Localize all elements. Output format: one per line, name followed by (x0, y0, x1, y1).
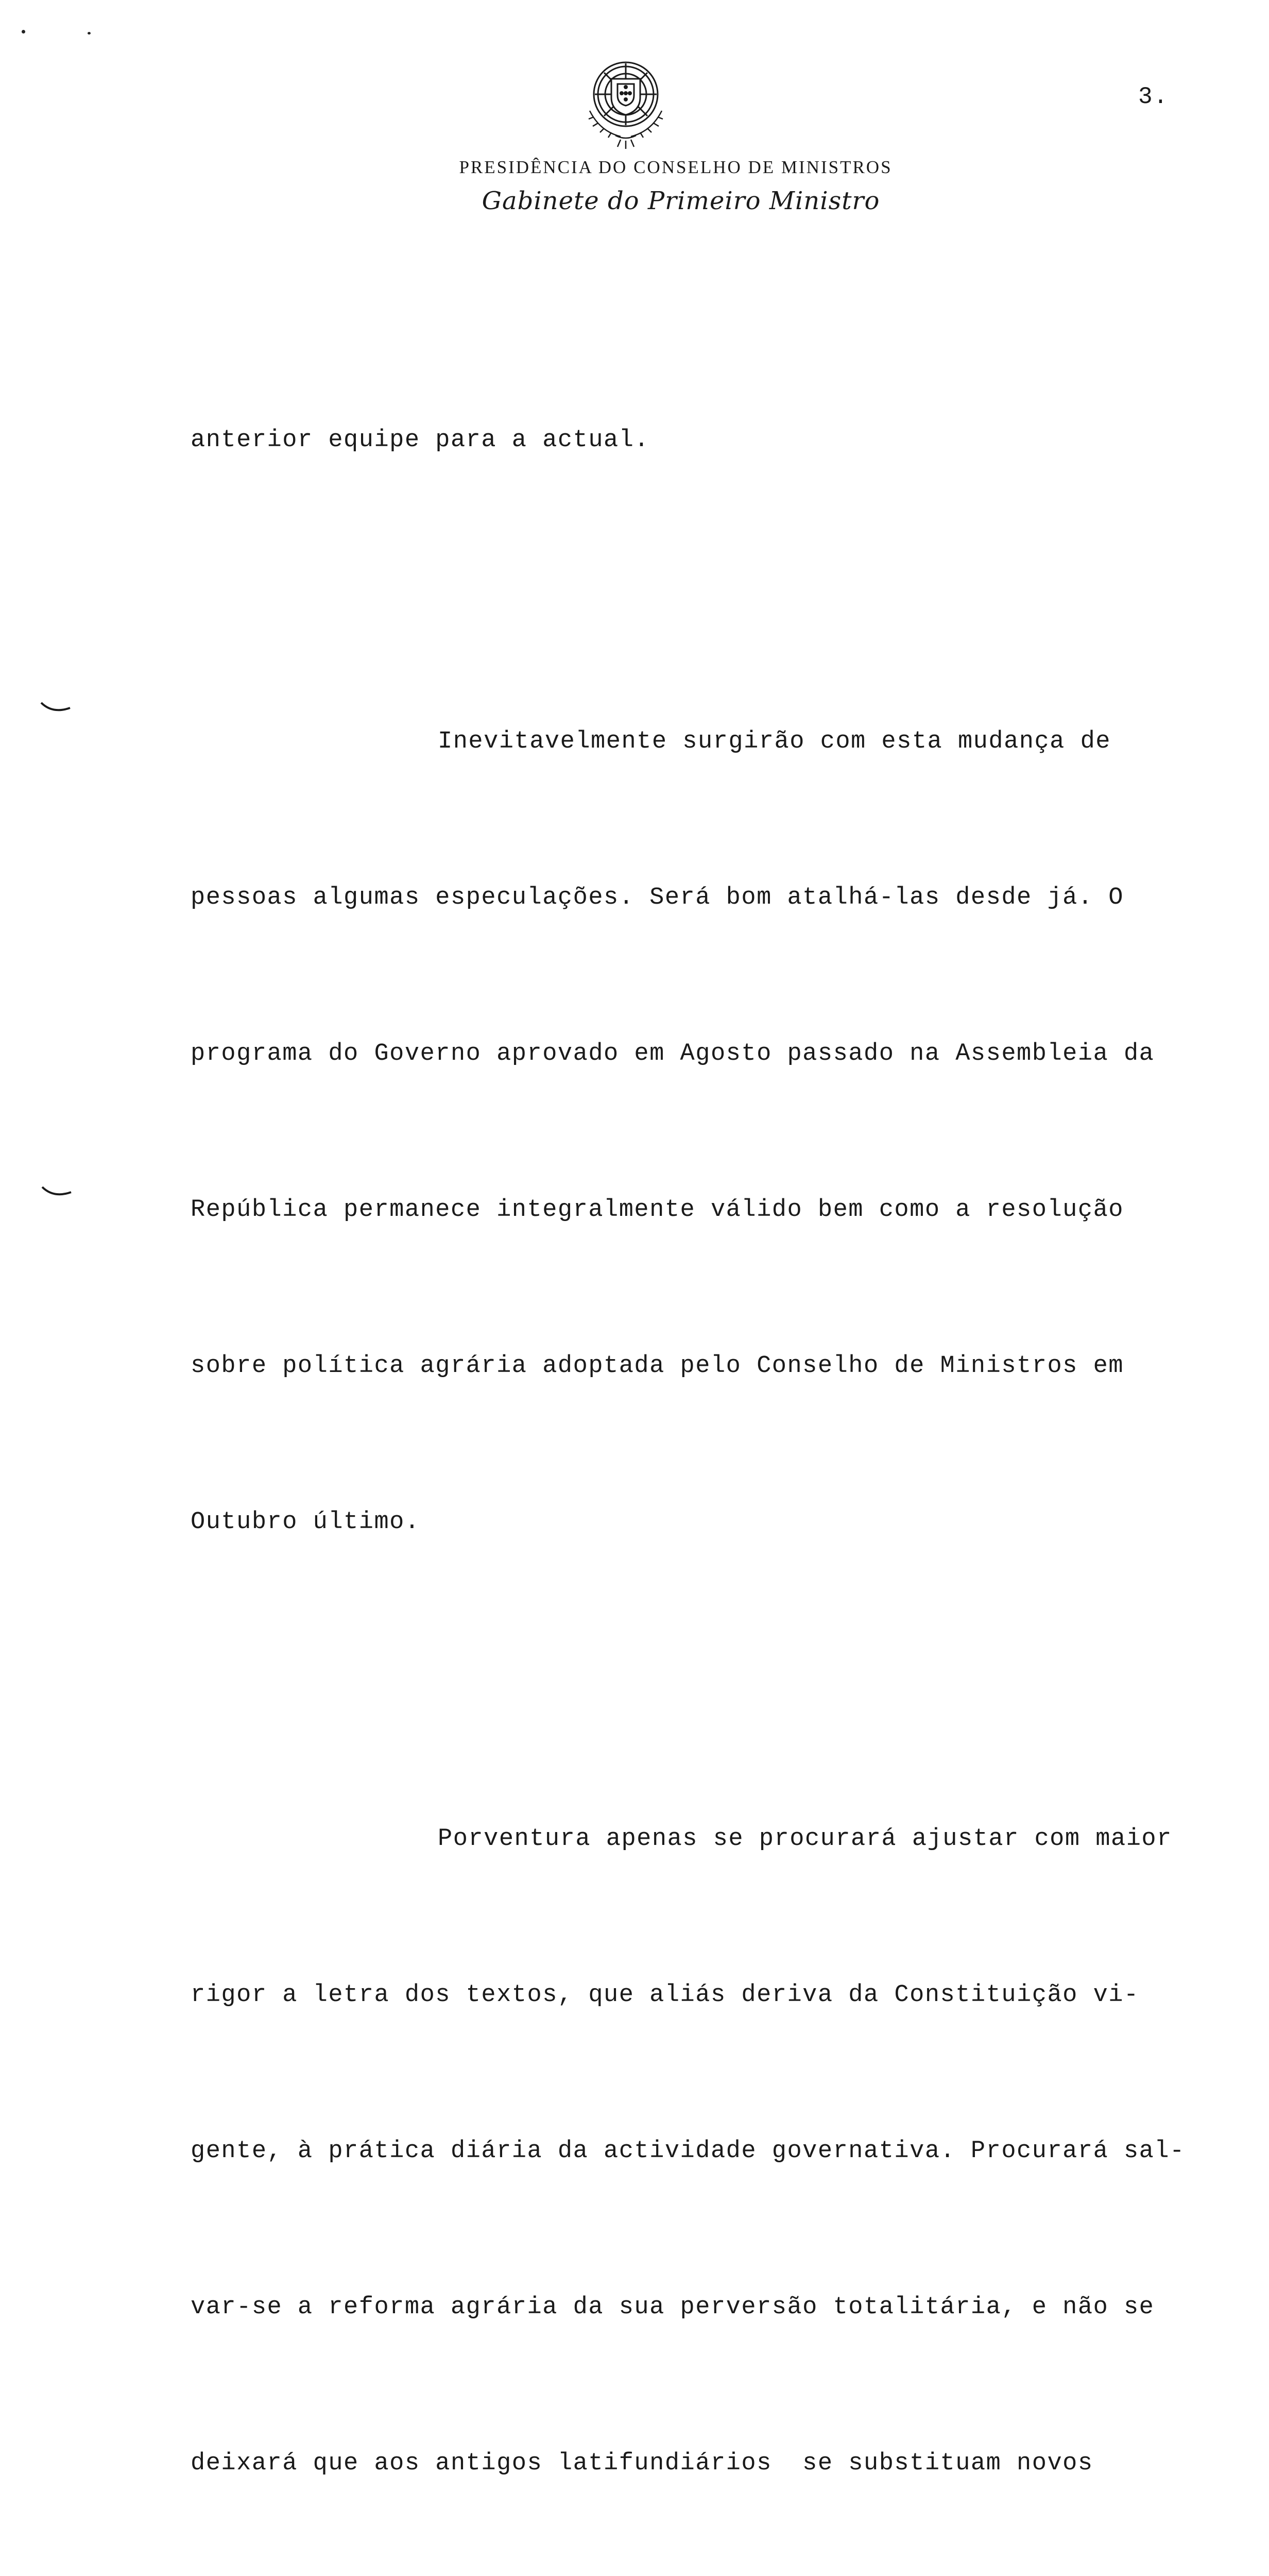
letter-body (191, 310, 1246, 2576)
organization-name: PRESIDÊNCIA DO CONSELHO DE MINISTROS (459, 157, 893, 177)
text-line: pessoas algumas especulações. Será bom atalhá-las desde já. O (191, 884, 1124, 911)
cabinet-name: Gabinete do Primeiro Ministro (482, 187, 880, 215)
text-line: deixará que aos antigos latifundiários se substituam novos (191, 2450, 1093, 2477)
coat-of-arms-emblem (574, 49, 677, 152)
text-line: Porventura apenas se procurará ajustar com maior (438, 1825, 1172, 1853)
scan-mark (22, 30, 25, 33)
text-line: gente, à prática diária da actividade governativa. Procurará sal- (191, 2138, 1185, 2165)
text-line: programa do Governo aprovado em Agosto passado na Assembleia da (191, 1040, 1155, 1067)
margin-mark (41, 1185, 72, 1200)
text-line: Inevitavelmente surgirão com esta mudança de (438, 728, 1111, 755)
margin-mark (40, 701, 71, 716)
text-line: rigor a letra dos textos, que aliás deriva da Constituição vi- (191, 1981, 1139, 2009)
scan-mark (88, 32, 91, 35)
text-line: Outubro último. (191, 1509, 420, 1536)
text-line: anterior equipe para a actual. (191, 427, 650, 454)
paragraph (191, 1709, 1246, 2576)
paragraph (191, 310, 1246, 570)
paragraph (191, 612, 1246, 1652)
page-number: 3. (1138, 83, 1169, 110)
text-line: República permanece integralmente válido bem como a resolução (191, 1196, 1124, 1224)
text-line: var-se a reforma agrária da sua perversão totalitária, e não se (191, 2294, 1155, 2321)
text-line: sobre política agrária adoptada pelo Conselho de Ministros em (191, 1352, 1124, 1380)
